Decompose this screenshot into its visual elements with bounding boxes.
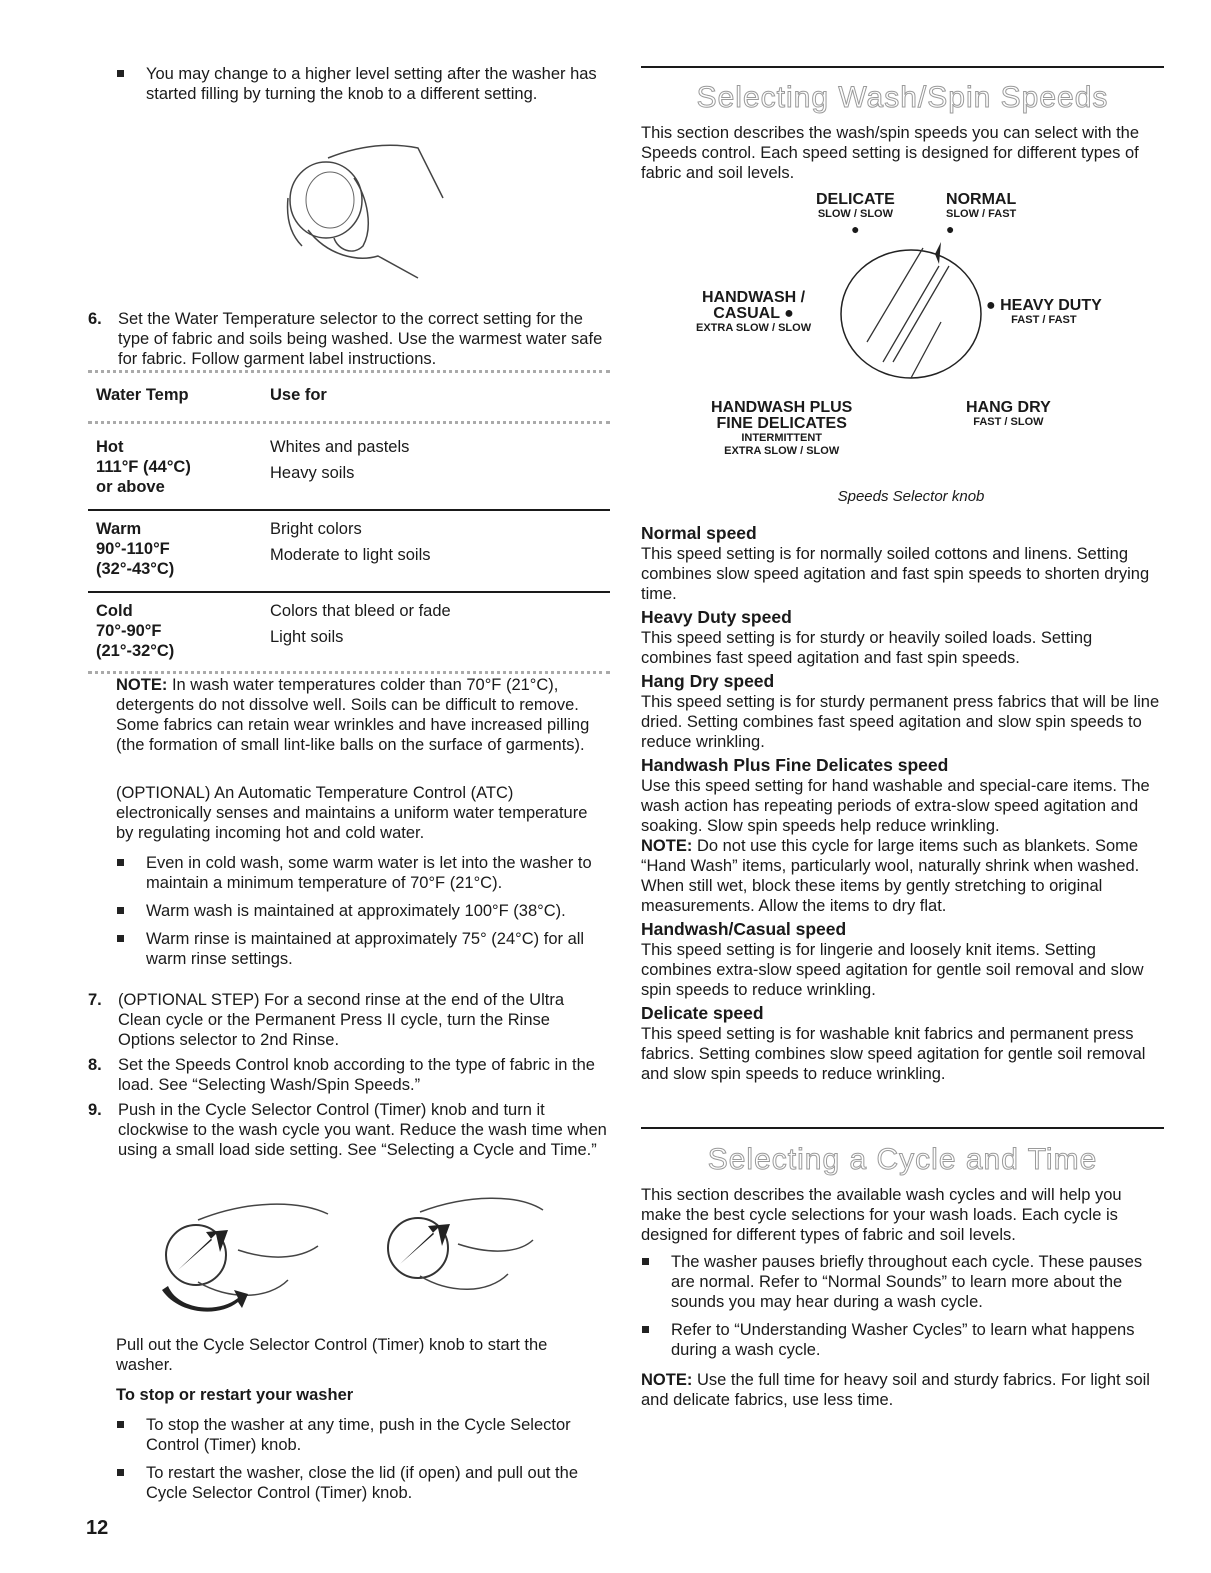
speed-heading: Hang Dry speed <box>641 671 775 691</box>
dial-dot: ● <box>946 221 955 237</box>
speeds-descriptions: Normal speed This speed setting is for normally soiled cottons and linens. Setting combines slow speed agitation and fast spin speeds to shorten drying time. Heavy Duty speed This speed setting is for sturdy or heavily soiled loads. Setting combines fast speed agitation and fast spin speeds. Hang Dry speed This speed setting is for sturdy permanent press fabrics that will be line dried. Setting combines fast speed agitation and slow spin speeds to reduce wrinkling. Handwash Plus Fine Delicates speed Use this speed setting for hand washable and special-care items. The wash action has repeating periods of extra-slow speed agitation and soaking. Slow spin speeds help reduce wrinkling. NOTE: Do not use this cycle for large items such as blankets. Some “Hand Wash” items, particularly wool, naturally shrink when washed. When still wet, block these items by gently stretching to original measurements. Allow the items to dry flat. Handwash/Casual speed This speed setting is for lingerie and loosely knit items. Setting combines extra-slow speed agitation for gentle soil removal and slow spin speeds to reduce wrinkling. Delicate speed This speed setting is for washable knit fabrics and permanent press fabrics. Setting combines slow speed agitation for gentle soil removal and slow spin speeds to reduce wrinkling. <box>641 520 1164 1084</box>
stop-bullets <box>116 1415 608 1503</box>
cycle-note: NOTE: Use the full time for heavy soil and sturdy fabrics. For light soil and delicate fabrics, use less time. <box>641 1371 1150 1409</box>
dial-label-normal: NORMAL SLOW / FAST ● <box>946 191 1017 237</box>
list-item: Warm wash is maintained at approximately 100°F (38°C). <box>116 901 608 921</box>
water-temp-table <box>88 370 610 674</box>
speed-heading: Handwash/Casual speed <box>641 919 847 939</box>
atc-bullets <box>116 853 608 969</box>
pull-paragraph: Pull out the Cycle Selector Control (Timer) knob to start the washer. <box>116 1336 548 1374</box>
speed-heading: Delicate speed <box>641 1003 764 1023</box>
knob-outline <box>290 162 362 238</box>
divider <box>641 66 1164 68</box>
atc-paragraph: (OPTIONAL) An Automatic Temperature Control (ATC) electronically senses and maintains a uniform water temperature by regulating incoming hot and cold water. <box>116 784 588 842</box>
step-7: 7. (OPTIONAL STEP) For a second rinse at the end of the Ultra Clean cycle or the Permanent Press II cycle, turn the Rinse Options selector to 2nd Rinse. <box>88 991 564 1049</box>
table-row: Hot 111°F (44°C) or above Whites and pastels Heavy soils <box>96 438 410 496</box>
list-item: Warm rinse is maintained at approximately 75° (24°C) for all warm rinse settings. <box>116 929 608 969</box>
push-turn-knob-illustration <box>158 1190 558 1320</box>
note-paragraph: NOTE: In wash water temperatures colder than 70°F (21°C), detergents do not dissolve well. Soils can be difficult to remove. Some fabrics can retain wear wrinkles and have increased pilling (the formation of small lint-like balls on the surface of garments). <box>116 676 590 754</box>
divider <box>88 370 610 373</box>
divider <box>88 421 610 424</box>
stop-heading: To stop or restart your washer <box>116 1386 354 1404</box>
list-item: To restart the washer, close the lid (if open) and pull out the Cycle Selector Control (Timer) knob. <box>116 1463 608 1503</box>
list-item: Refer to “Understanding Washer Cycles” to learn what happens during a wash cycle. <box>641 1320 1164 1360</box>
dial-label-handwash-plus: HANDWASH PLUS FINE DELICATES INTERMITTENT EXTRA SLOW / SLOW <box>711 399 853 457</box>
knob-inner <box>306 172 354 228</box>
speed-heading: Normal speed <box>641 523 757 543</box>
list-item: You may change to a higher level setting after the washer has started filling by turning the knob to a different setting. <box>116 64 606 104</box>
step-6: 6. Set the Water Temperature selector to the correct setting for the type of fabric and soils being washed. Use the warmest water safe for fabric. Follow garment label instructions. <box>88 310 603 368</box>
list-item: To stop the washer at any time, push in the Cycle Selector Control (Timer) knob. <box>116 1415 608 1455</box>
list-item: Even in cold wash, some warm water is let into the washer to maintain a minimum temperature of 70°F (21°C). <box>116 853 608 893</box>
step-8: 8. Set the Speeds Control knob according to the type of fabric in the load. See “Selecting Wash/Spin Speeds.” <box>88 1056 595 1094</box>
dial-label-handwash-casual: HANDWASH / CASUAL ● EXTRA SLOW / SLOW <box>696 289 812 334</box>
divider <box>88 671 610 674</box>
dial-caption: Speeds Selector knob <box>837 488 985 505</box>
handwash-note: NOTE: Do not use this cycle for large items such as blankets. Some “Hand Wash” items, particularly wool, naturally shrink when washed. When still wet, block these items by gently stretching to original measurements. Allow the items to dry flat. <box>641 837 1140 915</box>
hand-knob-illustration <box>268 138 448 288</box>
page-number: 12 <box>86 1517 109 1539</box>
dial-label-delicate: DELICATE SLOW / SLOW ● <box>816 191 895 237</box>
steps-list <box>88 990 608 1160</box>
speeds-knob <box>831 242 991 392</box>
cycle-intro: This section describes the available wash cycles and will help you make the best cycle selections for your wash loads. Each cycle is designed for different types of fabric and soil levels. <box>641 1186 1122 1244</box>
table-row: Warm 90°-110°F (32°-43°C) Bright colors Moderate to light soils <box>96 520 431 578</box>
section-title-cycle: Selecting a Cycle and Time <box>707 1143 1098 1176</box>
divider <box>88 509 610 511</box>
dial-label-hang-dry: HANG DRY FAST / SLOW <box>966 399 1051 428</box>
step-9: 9. Push in the Cycle Selector Control (Timer) knob and turn it clockwise to the wash cycle you want. Reduce the wash time when using a small load side setting. See “Selecting a Cycle and Time.” <box>88 1101 607 1159</box>
dial-label-heavy-duty: ● HEAVY DUTY FAST / FAST <box>986 297 1102 326</box>
section-title-speeds: Selecting Wash/Spin Speeds <box>696 81 1109 114</box>
table-row: Cold 70°-90°F (21°-32°C) Colors that bleed or fade Light soils <box>96 602 451 660</box>
speed-heading: Heavy Duty speed <box>641 607 792 627</box>
divider <box>641 1127 1164 1129</box>
dial-dot: ● <box>851 221 860 237</box>
speeds-selector-diagram <box>641 192 1164 512</box>
speeds-intro: This section describes the wash/spin speeds you can select with the Speeds control. Each speed setting is designed for different types of fabric and soil levels. <box>641 124 1140 182</box>
speed-heading: Handwash Plus Fine Delicates speed <box>641 755 949 775</box>
table-header: Water Temp Use for <box>96 386 327 404</box>
list-item: The washer pauses briefly throughout each cycle. These pauses are normal. Refer to “Normal Sounds” to learn more about the sounds you may hear during a wash cycle. <box>641 1252 1164 1312</box>
cycle-bullets <box>641 1252 1164 1360</box>
divider <box>88 591 610 593</box>
